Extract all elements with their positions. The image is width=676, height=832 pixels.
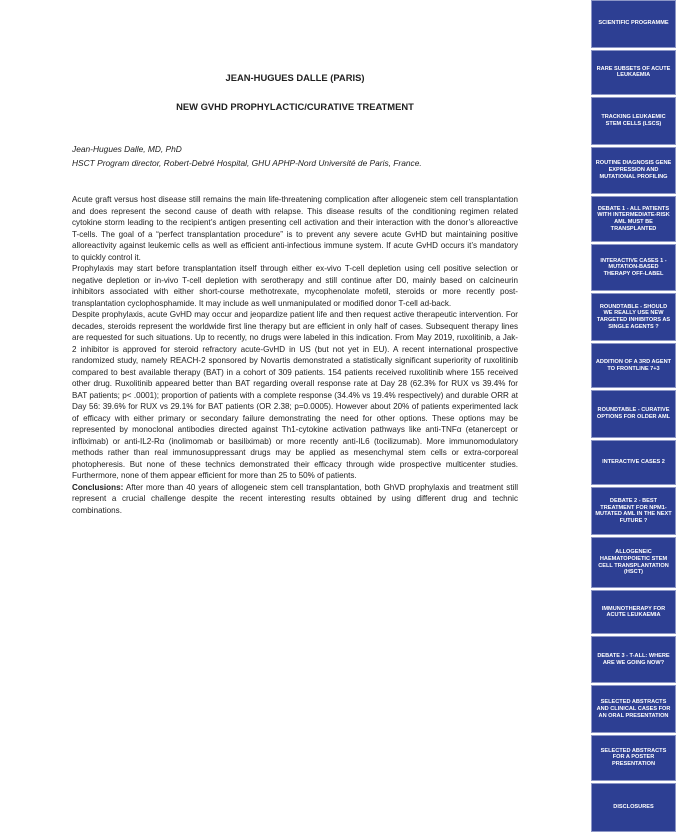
nav-scientific-programme[interactable]: SCIENTIFIC PROGRAMME — [591, 0, 676, 48]
author-affiliation: HSCT Program director, Robert-Debré Hospital, GHU APHP-Nord Université de Paris, France. — [72, 158, 422, 168]
nav-disclosures[interactable]: DISCLOSURES — [591, 783, 676, 832]
paragraph: Acute graft versus host disease still remains the main life-threatening complication after allogeneic stem cell transplantation and does represent the second cause of death with relapse. This disease results of the conditioning regimen related cytokine storm leading to the recipient’s antigen presenting cell activation and their interaction with the donor’s alloreactive T-cells. The goal of a “perfect transplantation procedure” is to prevent any severe acute GvHD but maintaining positive alloreactivity against leukemic cells as well as efficient anti-infectious immune system. If acute GvHD occurs it’s mandatory to quickly control it. — [72, 195, 518, 262]
conclusion-label: Conclusions: — [72, 482, 124, 492]
conclusion-text: After more than 40 years of allogeneic stem cell transplantation, both GhVD prophylaxis and treatment still represent a crucial challenge despite the recent interesting results obtained by using different drug and technic combinations. — [72, 482, 518, 515]
abstract-body — [72, 194, 518, 516]
conclusion-paragraph — [72, 482, 518, 517]
nav-debate-2[interactable]: DEBATE 2 - BEST TREATMENT FOR NPM1-MUTATED AML IN THE NEXT FUTURE ? — [591, 487, 676, 535]
sidebar-nav — [591, 0, 676, 832]
nav-debate-3[interactable]: DEBATE 3 - T-ALL: WHERE ARE WE GOING NOW? — [591, 636, 676, 684]
nav-interactive-cases-2[interactable]: INTERACTIVE CASES 2 — [591, 440, 676, 486]
nav-poster-abstracts[interactable]: SELECTED ABSTRACTS FOR A POSTER PRESENTATION — [591, 735, 676, 781]
paragraph: Prophylaxis may start before transplantation itself through either ex-vivo T-cell depletion using cell positive selection or negative depletion or in-vivo T-cell depletion with serotherapy and still continue after D0, mainly based on calcineurin inhibitors associated with either short-course methotrexate, mycophenolate mofetil, steroids or more recently post-transplantation cyclophosphamide. It may include as well unmanipulated or modified donor T-cell ad-back. — [72, 264, 518, 308]
nav-immunotherapy[interactable]: IMMUNOTHERAPY FOR ACUTE LEUKAEMIA — [591, 590, 676, 634]
nav-addition-3rd-agent[interactable]: ADDITION OF A 3RD AGENT TO FRONTLINE 7+3 — [591, 343, 676, 389]
nav-roundtable-targeted[interactable]: ROUNDTABLE - SHOULD WE REALLY USE NEW TARGETED INHIBITORS AS SINGLE AGENTS ? — [591, 293, 676, 341]
paragraph: Despite prophylaxis, acute GvHD may occur and jeopardize patient life and then request active therapeutic intervention. For decades, steroids represent the worldwide first line therapy but are efficient in only half of cases. Subsequent therapy lines are requested for such situations. Up to recently, no drugs were labeled in this indication. From May 2019, ruxolitinib, a Jak-2 inhibitor is approved for steroid refractory acute-GvHD in US (but not yet in EU). A recent international prospective randomized study, namely REACH-2 sponsored by Novartis demonstrated a statistically significant superiority of ruxolitinib compared to best available therapy (BAT) in a cohort of 309 patients. 154 patients received ruxolitinib where 155 received other drug. Ruxolitinib appeared better than BAT regarding overall response rate at Day 28 (62.3% for RUX vs 39.4% for BAT patients; p< .0001); proportion of patients with a complete response (34.4% vs 19.4% respectively) and durable ORR at Day 56: 39.6% for RUX vs 29.1% for BAT patients (OR 2.38; p=0.0005). However about 20% of patients experimented lack of efficacy with either primary or secondary failure demonstrating the need for other options. These options may be represented by monoclonal antibodies directed against Th1-cytokine activation pathways like anti-TNFα (etanercept or infliximab) or anti-IL2-Rα (inolimomab or basiliximab) or more recently anti-IL6 (tocilizumab). More immunomodulatory methods rather than real immunosuppressant drugs may be applied as mesenchymal stem cells or extra-corporeal photopheresis. But none of these technics demonstrated their efficacy through wide prospective multicenter studies. Furthermore, none of them appear efficient for more than 25 to 50% of patients. — [72, 310, 518, 480]
author-block — [72, 142, 422, 170]
nav-oral-abstracts[interactable]: SELECTED ABSTRACTS AND CLINICAL CASES FOR AN ORAL PRESENTATION — [591, 685, 676, 733]
nav-routine-diagnosis[interactable]: ROUTINE DIAGNOSIS GENE EXPRESSION AND MUTATIONAL PROFILING — [591, 147, 676, 195]
author-name: Jean-Hugues Dalle, MD, PhD — [72, 144, 182, 154]
nav-interactive-cases-1[interactable]: INTERACTIVE CASES 1 - MUTATION-BASED THERAPY OFF-LABEL — [591, 244, 676, 292]
document-title: JEAN-HUGUES DALLE (PARIS) — [225, 72, 365, 83]
nav-debate-1[interactable]: DEBATE 1 - ALL PATIENTS WITH INTERMEDIATE-RISK AML MUST BE TRANSPLANTED — [591, 196, 676, 242]
document-subtitle: NEW GVHD PROPHYLACTIC/CURATIVE TREATMENT — [176, 101, 414, 112]
nav-allogeneic-hsct[interactable]: ALLOGENEIC HAEMATOPOIETIC STEM CELL TRANSPLANTATION (HSCT) — [591, 537, 676, 588]
nav-rare-subsets[interactable]: RARE SUBSETS OF ACUTE LEUKAEMIA — [591, 50, 676, 96]
nav-tracking-lsc[interactable]: TRACKING LEUKAEMIC STEM CELLS (LSCS) — [591, 97, 676, 145]
nav-roundtable-older-aml[interactable]: ROUNDTABLE - CURATIVE OPTIONS FOR OLDER AML — [591, 390, 676, 438]
